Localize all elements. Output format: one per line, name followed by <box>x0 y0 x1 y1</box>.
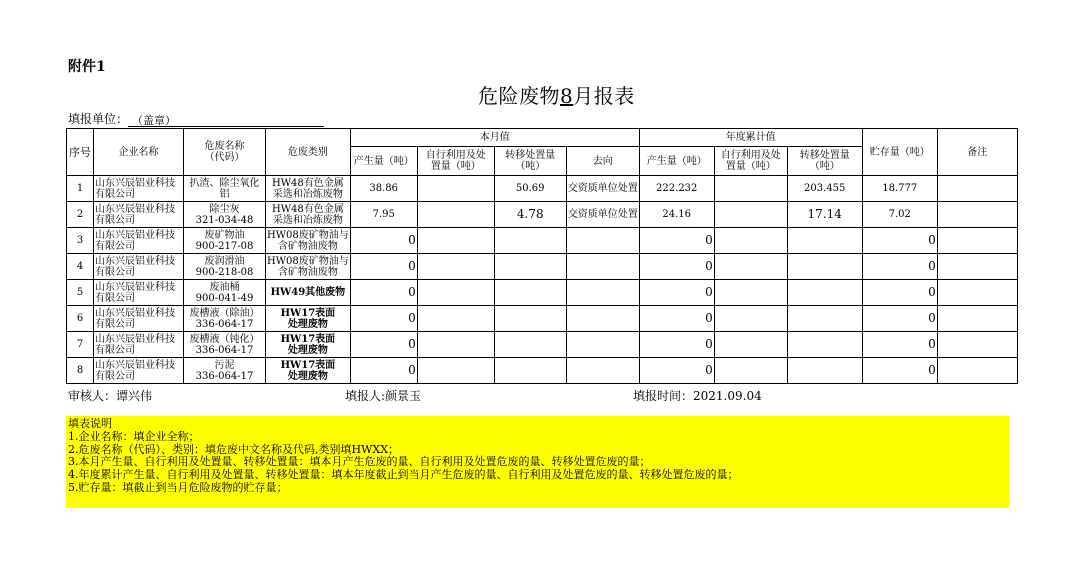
cell-category <box>266 280 351 306</box>
cell-destination: 交资质单位处置 <box>566 176 639 202</box>
cell-seq: 6 <box>67 306 94 332</box>
instruction-line: 4.年度累计产生量、自行利用及处置量、转移处置量：填本年度截止到当月产生危废的量、自行利用及处置危废的量、转移处置危废的量； <box>68 468 739 482</box>
title-prefix: 危险废物 <box>478 84 560 108</box>
cell-waste-name-line2: 900-218-08 <box>195 266 254 278</box>
cell-transfer <box>494 254 566 280</box>
reviewer-signature: 审核人：谭兴伟 <box>68 389 153 403</box>
cell-category-line2: 采选和冶炼废物 <box>272 188 343 200</box>
table-row <box>67 306 1018 332</box>
cell-company-line2: 有限公司 <box>95 318 135 330</box>
cell-waste-name-line1: 废槽液（钝化） <box>189 333 260 345</box>
cell-storage: 0 <box>862 332 937 358</box>
cell-category <box>266 228 351 254</box>
cell-category-line1: HW17表面 <box>280 359 336 371</box>
instruction-line: 2.危废名称（代码）、类别：填危废中文名称及代码,类别填HWXX； <box>68 442 400 456</box>
header-year-transfer-line1: 转移处置量 <box>799 150 850 161</box>
cell-seq: 5 <box>67 280 94 306</box>
cell-self-use <box>417 228 494 254</box>
header-year-transfer-line2: （吨） <box>809 161 840 172</box>
cell-category <box>266 306 351 332</box>
cell-year-produced: 0 <box>639 254 714 280</box>
cell-category-line2: 处理废物 <box>287 344 328 356</box>
cell-waste-name-line1: 废油桶 <box>209 281 240 293</box>
cell-year-self-use <box>714 358 787 384</box>
header-transfer-line2: （吨） <box>515 161 546 172</box>
instruction-line: 5.贮存量：填截止到当月危险废物的贮存量； <box>68 480 288 494</box>
cell-remark <box>937 254 1017 280</box>
cell-category <box>266 254 351 280</box>
cell-produced: 0 <box>350 280 417 306</box>
cell-year-self-use <box>714 306 787 332</box>
reporting-unit-field[interactable] <box>128 112 324 127</box>
cell-waste-name <box>184 176 266 202</box>
header-transfer <box>494 147 566 176</box>
cell-self-use <box>417 280 494 306</box>
cell-waste-name-line2: 铝 <box>219 188 230 200</box>
cell-year-produced: 0 <box>639 332 714 358</box>
cell-year-transfer <box>787 228 862 254</box>
waste-report-table <box>66 128 1018 384</box>
cell-company-line2: 有限公司 <box>95 370 135 382</box>
cell-category-line1: HW48有色金属 <box>272 203 344 215</box>
cell-remark <box>937 332 1017 358</box>
reporting-unit-label: 填报单位： <box>68 112 129 126</box>
cell-company-line1: 山东兴辰铝业科技 <box>95 281 175 293</box>
cell-category-line2: 含矿物油废物 <box>277 240 338 252</box>
header-self-use <box>417 147 494 176</box>
cell-seq: 7 <box>67 332 94 358</box>
cell-storage: 0 <box>862 306 937 332</box>
cell-destination <box>566 306 639 332</box>
cell-storage: 0 <box>862 280 937 306</box>
cell-transfer <box>494 228 566 254</box>
cell-storage: 18.777 <box>862 176 937 202</box>
instruction-line: 1.企业名称：填企业全称； <box>68 429 200 443</box>
cell-category-line2: 含矿物油废物 <box>277 266 338 278</box>
header-transfer-line1: 转移处置量 <box>505 150 556 161</box>
cell-transfer <box>494 332 566 358</box>
cell-year-self-use <box>714 254 787 280</box>
header-month-group: 本月值 <box>350 129 639 147</box>
cell-produced: 0 <box>350 228 417 254</box>
cell-company <box>94 306 184 332</box>
cell-company <box>94 228 184 254</box>
cell-company <box>94 332 184 358</box>
cell-produced: 7.95 <box>350 202 417 228</box>
cell-produced: 0 <box>350 254 417 280</box>
cell-year-produced: 222.232 <box>639 176 714 202</box>
cell-category <box>266 358 351 384</box>
cell-produced: 0 <box>350 332 417 358</box>
cell-category-line2: 处理废物 <box>287 318 328 330</box>
cell-waste-name-line2: 900-041-49 <box>195 292 254 304</box>
cell-self-use <box>417 358 494 384</box>
cell-year-self-use <box>714 332 787 358</box>
cell-company-line2: 有限公司 <box>95 240 135 252</box>
cell-remark <box>937 202 1017 228</box>
cell-company-line1: 山东兴辰铝业科技 <box>95 333 175 345</box>
header-storage: 贮存量（吨） <box>862 129 937 176</box>
header-waste-name-line2: （代码） <box>204 152 245 163</box>
title-month: 8 <box>560 84 574 108</box>
cell-year-transfer <box>787 332 862 358</box>
cell-waste-name-line2: 321-034-48 <box>195 214 254 226</box>
cell-seq: 4 <box>67 254 94 280</box>
header-year-self-use-line1: 自行利用及处 <box>720 150 781 161</box>
cell-category-line1: HW49其他废物 <box>270 287 346 298</box>
instructions-title: 填表说明 <box>68 417 112 430</box>
cell-transfer: 4.78 <box>494 202 566 228</box>
cell-company-line2: 有限公司 <box>95 344 135 356</box>
cell-company-line1: 山东兴辰铝业科技 <box>95 255 175 267</box>
cell-seq: 8 <box>67 358 94 384</box>
cell-storage: 0 <box>862 228 937 254</box>
cell-waste-name <box>184 332 266 358</box>
attachment-label: 附件1 <box>68 59 106 75</box>
cell-category <box>266 202 351 228</box>
cell-year-produced: 0 <box>639 306 714 332</box>
cell-waste-name <box>184 306 266 332</box>
header-year-transfer <box>787 147 862 176</box>
cell-destination <box>566 228 639 254</box>
cell-transfer <box>494 306 566 332</box>
cell-waste-name <box>184 254 266 280</box>
cell-destination: 交资质单位处置 <box>566 202 639 228</box>
header-company: 企业名称 <box>94 129 184 176</box>
cell-transfer <box>494 280 566 306</box>
fill-date: 填报时间：2021.09.04 <box>633 389 762 403</box>
cell-company <box>94 254 184 280</box>
cell-company-line2: 有限公司 <box>95 292 135 304</box>
cell-category-line1: HW08废矿物油与 <box>267 229 349 241</box>
cell-year-self-use <box>714 202 787 228</box>
header-destination: 去向 <box>566 147 639 176</box>
cell-remark <box>937 358 1017 384</box>
header-waste-name <box>184 129 266 176</box>
header-self-use-line1: 自行利用及处 <box>425 150 486 161</box>
filler-signature: 填报人:颜景玉 <box>345 389 422 403</box>
cell-remark <box>937 228 1017 254</box>
table-row <box>67 176 1018 202</box>
cell-year-transfer <box>787 280 862 306</box>
cell-produced: 38.86 <box>350 176 417 202</box>
cell-waste-name-line2: 336-064-17 <box>195 318 254 330</box>
header-seq: 序号 <box>67 129 94 176</box>
cell-storage: 7.02 <box>862 202 937 228</box>
cell-company <box>94 176 184 202</box>
page-title <box>478 80 635 109</box>
cell-produced: 0 <box>350 358 417 384</box>
cell-waste-name-line1: 扒渣、除尘氧化 <box>189 177 260 189</box>
header-waste-name-line1: 危废名称 <box>204 141 245 152</box>
header-year-group: 年度累计值 <box>639 129 862 147</box>
cell-waste-name-line1: 污泥 <box>214 359 235 371</box>
cell-company-line1: 山东兴辰铝业科技 <box>95 229 175 241</box>
cell-company-line1: 山东兴辰铝业科技 <box>95 307 175 319</box>
title-suffix: 月报表 <box>573 84 635 108</box>
cell-company-line1: 山东兴辰铝业科技 <box>95 359 175 371</box>
header-self-use-line2: 置量（吨） <box>430 161 481 172</box>
cell-year-transfer: 203.455 <box>787 176 862 202</box>
cell-waste-name-line1: 废槽液（除油） <box>189 307 260 319</box>
cell-produced: 0 <box>350 306 417 332</box>
table-row <box>67 280 1018 306</box>
cell-category-line1: HW08废矿物油与 <box>267 255 349 267</box>
cell-self-use <box>417 202 494 228</box>
cell-waste-name-line2: 900-217-08 <box>195 240 254 252</box>
cell-company-line2: 有限公司 <box>95 188 135 200</box>
header-year-produced: 产生量（吨） <box>639 147 714 176</box>
cell-seq: 2 <box>67 202 94 228</box>
cell-year-self-use <box>714 228 787 254</box>
cell-year-produced: 0 <box>639 228 714 254</box>
cell-self-use <box>417 332 494 358</box>
cell-year-self-use <box>714 280 787 306</box>
header-year-self-use <box>714 147 787 176</box>
cell-company <box>94 358 184 384</box>
cell-company <box>94 202 184 228</box>
cell-destination <box>566 280 639 306</box>
cell-category <box>266 332 351 358</box>
cell-company <box>94 280 184 306</box>
cell-waste-name-line2: 336-064-17 <box>195 344 254 356</box>
table-row <box>67 254 1018 280</box>
cell-self-use <box>417 254 494 280</box>
cell-seq: 3 <box>67 228 94 254</box>
cell-self-use <box>417 306 494 332</box>
cell-company-line1: 山东兴辰铝业科技 <box>95 177 175 189</box>
cell-remark <box>937 306 1017 332</box>
cell-waste-name <box>184 228 266 254</box>
cell-company-line1: 山东兴辰铝业科技 <box>95 203 175 215</box>
table-row <box>67 332 1018 358</box>
header-remark: 备注 <box>937 129 1017 176</box>
reporting-unit <box>68 110 324 127</box>
header-year-self-use-line2: 置量（吨） <box>725 161 776 172</box>
cell-year-transfer <box>787 254 862 280</box>
cell-self-use <box>417 176 494 202</box>
cell-transfer: 50.69 <box>494 176 566 202</box>
cell-seq: 1 <box>67 176 94 202</box>
cell-destination <box>566 332 639 358</box>
seal-placeholder: （盖章） <box>132 114 177 127</box>
cell-waste-name <box>184 202 266 228</box>
cell-waste-name <box>184 280 266 306</box>
cell-remark <box>937 176 1017 202</box>
cell-year-produced: 0 <box>639 358 714 384</box>
cell-destination <box>566 254 639 280</box>
cell-category <box>266 176 351 202</box>
cell-waste-name-line1: 废润滑油 <box>204 255 245 267</box>
cell-year-self-use <box>714 176 787 202</box>
cell-category-line1: HW48有色金属 <box>272 177 344 189</box>
cell-company-line2: 有限公司 <box>95 266 135 278</box>
cell-category-line2: 处理废物 <box>287 370 328 382</box>
cell-storage: 0 <box>862 254 937 280</box>
cell-transfer <box>494 358 566 384</box>
header-produced: 产生量（吨） <box>350 147 417 176</box>
cell-storage: 0 <box>862 358 937 384</box>
cell-waste-name-line1: 除尘灰 <box>209 203 240 215</box>
cell-waste-name-line2: 336-064-17 <box>195 370 254 382</box>
cell-destination <box>566 358 639 384</box>
cell-company-line2: 有限公司 <box>95 214 135 226</box>
header-category: 危废类别 <box>266 129 351 176</box>
cell-category-line2: 采选和冶炼废物 <box>272 214 343 226</box>
cell-year-transfer <box>787 306 862 332</box>
cell-remark <box>937 280 1017 306</box>
cell-waste-name-line1: 废矿物油 <box>204 229 245 241</box>
table-row <box>67 228 1018 254</box>
instruction-line: 3.本月产生量、自行利用及处置量、转移处置量：填本月产生危废的量、自行利用及处置危废的量、转移处置危废的量； <box>68 455 651 469</box>
cell-waste-name <box>184 358 266 384</box>
cell-year-produced: 24.16 <box>639 202 714 228</box>
cell-category-line1: HW17表面 <box>280 307 336 319</box>
cell-year-transfer: 17.14 <box>787 202 862 228</box>
table-row <box>67 358 1018 384</box>
table-row <box>67 202 1018 228</box>
cell-year-transfer <box>787 358 862 384</box>
cell-category-line1: HW17表面 <box>280 333 336 345</box>
cell-year-produced: 0 <box>639 280 714 306</box>
instructions-box <box>66 416 1009 508</box>
